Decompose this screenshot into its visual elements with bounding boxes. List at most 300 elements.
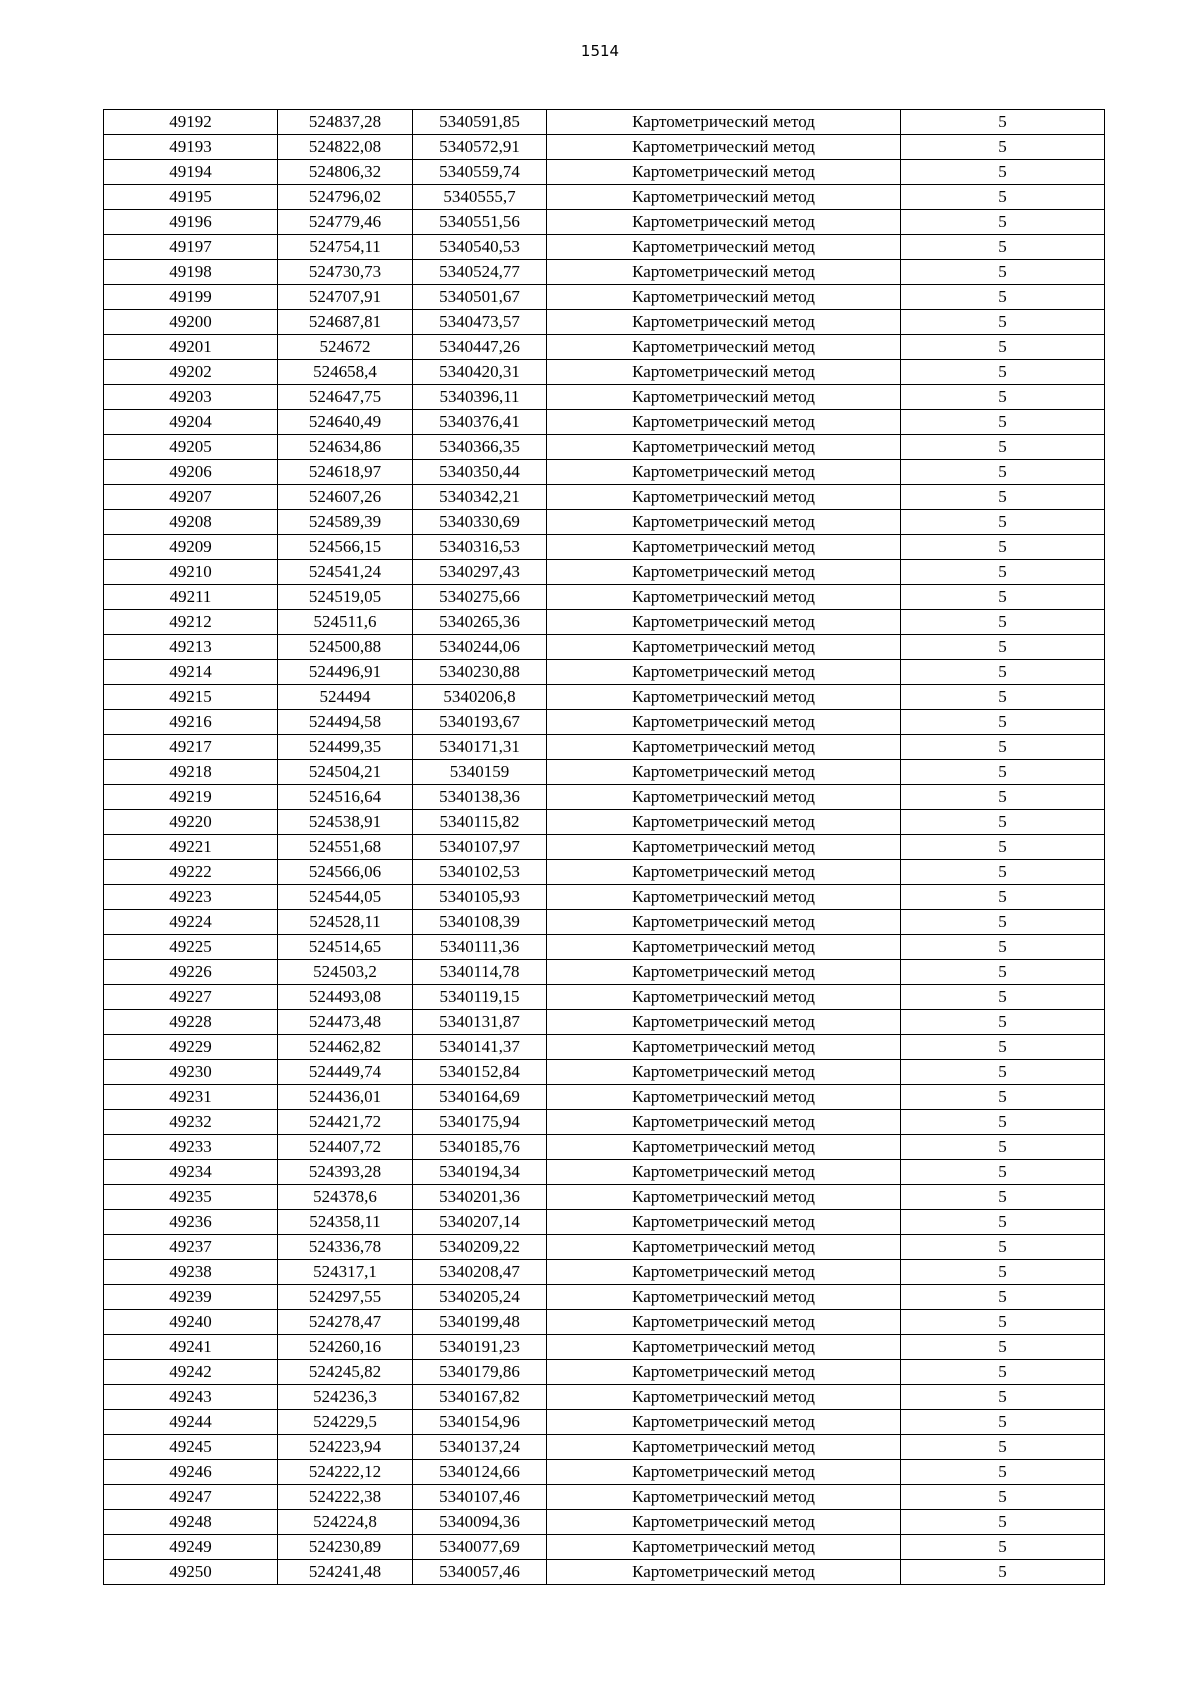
method-cell: Картометрический метод (547, 1110, 901, 1135)
y-coordinate-cell: 5340152,84 (413, 1060, 547, 1085)
point-number-cell: 49221 (104, 835, 278, 860)
point-number-cell: 49247 (104, 1485, 278, 1510)
table-row (104, 1235, 1105, 1260)
point-number-cell: 49242 (104, 1360, 278, 1385)
accuracy-cell: 5 (901, 235, 1105, 260)
accuracy-cell: 5 (901, 810, 1105, 835)
coordinates-table (103, 109, 1105, 1585)
y-coordinate-cell: 5340191,23 (413, 1335, 547, 1360)
table-row (104, 710, 1105, 735)
accuracy-cell: 5 (901, 1510, 1105, 1535)
table-row (104, 260, 1105, 285)
accuracy-cell: 5 (901, 910, 1105, 935)
point-number-cell: 49227 (104, 985, 278, 1010)
point-number-cell: 49211 (104, 585, 278, 610)
x-coordinate-cell: 524297,55 (278, 1285, 413, 1310)
y-coordinate-cell: 5340094,36 (413, 1510, 547, 1535)
accuracy-cell: 5 (901, 1335, 1105, 1360)
method-cell: Картометрический метод (547, 835, 901, 860)
point-number-cell: 49218 (104, 760, 278, 785)
point-number-cell: 49213 (104, 635, 278, 660)
table-body (104, 110, 1105, 1585)
accuracy-cell: 5 (901, 935, 1105, 960)
accuracy-cell: 5 (901, 585, 1105, 610)
y-coordinate-cell: 5340193,67 (413, 710, 547, 735)
accuracy-cell: 5 (901, 560, 1105, 585)
method-cell: Картометрический метод (547, 1285, 901, 1310)
method-cell: Картометрический метод (547, 1335, 901, 1360)
y-coordinate-cell: 5340114,78 (413, 960, 547, 985)
point-number-cell: 49219 (104, 785, 278, 810)
point-number-cell: 49197 (104, 235, 278, 260)
point-number-cell: 49194 (104, 160, 278, 185)
table-row (104, 460, 1105, 485)
accuracy-cell: 5 (901, 1035, 1105, 1060)
method-cell: Картометрический метод (547, 760, 901, 785)
y-coordinate-cell: 5340171,31 (413, 735, 547, 760)
y-coordinate-cell: 5340208,47 (413, 1260, 547, 1285)
table-row (104, 1485, 1105, 1510)
method-cell: Картометрический метод (547, 1085, 901, 1110)
accuracy-cell: 5 (901, 610, 1105, 635)
method-cell: Картометрический метод (547, 235, 901, 260)
point-number-cell: 49201 (104, 335, 278, 360)
point-number-cell: 49208 (104, 510, 278, 535)
x-coordinate-cell: 524538,91 (278, 810, 413, 835)
table-row (104, 1460, 1105, 1485)
method-cell: Картометрический метод (547, 735, 901, 760)
accuracy-cell: 5 (901, 1110, 1105, 1135)
point-number-cell: 49243 (104, 1385, 278, 1410)
point-number-cell: 49199 (104, 285, 278, 310)
point-number-cell: 49244 (104, 1410, 278, 1435)
x-coordinate-cell: 524647,75 (278, 385, 413, 410)
table-row (104, 660, 1105, 685)
x-coordinate-cell: 524822,08 (278, 135, 413, 160)
point-number-cell: 49228 (104, 1010, 278, 1035)
x-coordinate-cell: 524607,26 (278, 485, 413, 510)
x-coordinate-cell: 524566,15 (278, 535, 413, 560)
table-row (104, 785, 1105, 810)
table-row (104, 485, 1105, 510)
method-cell: Картометрический метод (547, 710, 901, 735)
table-row (104, 1160, 1105, 1185)
x-coordinate-cell: 524796,02 (278, 185, 413, 210)
x-coordinate-cell: 524224,8 (278, 1510, 413, 1535)
table-row (104, 760, 1105, 785)
y-coordinate-cell: 5340107,97 (413, 835, 547, 860)
point-number-cell: 49223 (104, 885, 278, 910)
point-number-cell: 49239 (104, 1285, 278, 1310)
y-coordinate-cell: 5340102,53 (413, 860, 547, 885)
accuracy-cell: 5 (901, 1260, 1105, 1285)
x-coordinate-cell: 524500,88 (278, 635, 413, 660)
y-coordinate-cell: 5340316,53 (413, 535, 547, 560)
table-row (104, 1210, 1105, 1235)
y-coordinate-cell: 5340275,66 (413, 585, 547, 610)
accuracy-cell: 5 (901, 710, 1105, 735)
method-cell: Картометрический метод (547, 935, 901, 960)
table-row (104, 1110, 1105, 1135)
method-cell: Картометрический метод (547, 1510, 901, 1535)
y-coordinate-cell: 5340105,93 (413, 885, 547, 910)
method-cell: Картометрический метод (547, 985, 901, 1010)
accuracy-cell: 5 (901, 1460, 1105, 1485)
y-coordinate-cell: 5340159 (413, 760, 547, 785)
table-row (104, 1060, 1105, 1085)
table-row (104, 610, 1105, 635)
y-coordinate-cell: 5340350,44 (413, 460, 547, 485)
table-row (104, 635, 1105, 660)
method-cell: Картометрический метод (547, 1485, 901, 1510)
accuracy-cell: 5 (901, 1535, 1105, 1560)
method-cell: Картометрический метод (547, 885, 901, 910)
point-number-cell: 49205 (104, 435, 278, 460)
method-cell: Картометрический метод (547, 260, 901, 285)
method-cell: Картометрический метод (547, 135, 901, 160)
method-cell: Картометрический метод (547, 1310, 901, 1335)
table-row (104, 410, 1105, 435)
point-number-cell: 49245 (104, 1435, 278, 1460)
point-number-cell: 49226 (104, 960, 278, 985)
method-cell: Картометрический метод (547, 310, 901, 335)
point-number-cell: 49230 (104, 1060, 278, 1085)
x-coordinate-cell: 524494 (278, 685, 413, 710)
accuracy-cell: 5 (901, 785, 1105, 810)
table-row (104, 335, 1105, 360)
point-number-cell: 49233 (104, 1135, 278, 1160)
x-coordinate-cell: 524278,47 (278, 1310, 413, 1335)
table-row (104, 585, 1105, 610)
x-coordinate-cell: 524672 (278, 335, 413, 360)
method-cell: Картометрический метод (547, 1535, 901, 1560)
table-row (104, 1135, 1105, 1160)
point-number-cell: 49196 (104, 210, 278, 235)
table-row (104, 735, 1105, 760)
x-coordinate-cell: 524449,74 (278, 1060, 413, 1085)
method-cell: Картометрический метод (547, 1035, 901, 1060)
table-row (104, 685, 1105, 710)
accuracy-cell: 5 (901, 360, 1105, 385)
x-coordinate-cell: 524222,38 (278, 1485, 413, 1510)
accuracy-cell: 5 (901, 185, 1105, 210)
y-coordinate-cell: 5340447,26 (413, 335, 547, 360)
y-coordinate-cell: 5340185,76 (413, 1135, 547, 1160)
y-coordinate-cell: 5340366,35 (413, 435, 547, 460)
point-number-cell: 49217 (104, 735, 278, 760)
y-coordinate-cell: 5340107,46 (413, 1485, 547, 1510)
point-number-cell: 49231 (104, 1085, 278, 1110)
table-row (104, 885, 1105, 910)
x-coordinate-cell: 524754,11 (278, 235, 413, 260)
accuracy-cell: 5 (901, 460, 1105, 485)
method-cell: Картометрический метод (547, 485, 901, 510)
x-coordinate-cell: 524229,5 (278, 1410, 413, 1435)
point-number-cell: 49216 (104, 710, 278, 735)
method-cell: Картометрический метод (547, 285, 901, 310)
point-number-cell: 49215 (104, 685, 278, 710)
method-cell: Картометрический метод (547, 1185, 901, 1210)
accuracy-cell: 5 (901, 1485, 1105, 1510)
method-cell: Картометрический метод (547, 910, 901, 935)
method-cell: Картометрический метод (547, 185, 901, 210)
point-number-cell: 49238 (104, 1260, 278, 1285)
method-cell: Картометрический метод (547, 1010, 901, 1035)
x-coordinate-cell: 524730,73 (278, 260, 413, 285)
table-row (104, 535, 1105, 560)
x-coordinate-cell: 524707,91 (278, 285, 413, 310)
point-number-cell: 49209 (104, 535, 278, 560)
table-row (104, 1085, 1105, 1110)
method-cell: Картометрический метод (547, 1385, 901, 1410)
accuracy-cell: 5 (901, 1235, 1105, 1260)
y-coordinate-cell: 5340297,43 (413, 560, 547, 585)
x-coordinate-cell: 524421,72 (278, 1110, 413, 1135)
y-coordinate-cell: 5340376,41 (413, 410, 547, 435)
table-row (104, 860, 1105, 885)
point-number-cell: 49203 (104, 385, 278, 410)
accuracy-cell: 5 (901, 885, 1105, 910)
table-row (104, 835, 1105, 860)
x-coordinate-cell: 524503,2 (278, 960, 413, 985)
method-cell: Картометрический метод (547, 110, 901, 135)
x-coordinate-cell: 524493,08 (278, 985, 413, 1010)
point-number-cell: 49198 (104, 260, 278, 285)
method-cell: Картометрический метод (547, 160, 901, 185)
accuracy-cell: 5 (901, 835, 1105, 860)
y-coordinate-cell: 5340057,46 (413, 1560, 547, 1585)
method-cell: Картометрический метод (547, 1060, 901, 1085)
y-coordinate-cell: 5340205,24 (413, 1285, 547, 1310)
x-coordinate-cell: 524514,65 (278, 935, 413, 960)
point-number-cell: 49235 (104, 1185, 278, 1210)
y-coordinate-cell: 5340551,56 (413, 210, 547, 235)
x-coordinate-cell: 524551,68 (278, 835, 413, 860)
method-cell: Картометрический метод (547, 210, 901, 235)
x-coordinate-cell: 524222,12 (278, 1460, 413, 1485)
accuracy-cell: 5 (901, 485, 1105, 510)
method-cell: Картометрический метод (547, 560, 901, 585)
table-row (104, 135, 1105, 160)
y-coordinate-cell: 5340473,57 (413, 310, 547, 335)
x-coordinate-cell: 524511,6 (278, 610, 413, 635)
accuracy-cell: 5 (901, 1010, 1105, 1035)
x-coordinate-cell: 524658,4 (278, 360, 413, 385)
y-coordinate-cell: 5340209,22 (413, 1235, 547, 1260)
accuracy-cell: 5 (901, 160, 1105, 185)
y-coordinate-cell: 5340201,36 (413, 1185, 547, 1210)
accuracy-cell: 5 (901, 960, 1105, 985)
y-coordinate-cell: 5340164,69 (413, 1085, 547, 1110)
point-number-cell: 49232 (104, 1110, 278, 1135)
y-coordinate-cell: 5340137,24 (413, 1435, 547, 1460)
accuracy-cell: 5 (901, 685, 1105, 710)
y-coordinate-cell: 5340420,31 (413, 360, 547, 385)
method-cell: Картометрический метод (547, 335, 901, 360)
x-coordinate-cell: 524241,48 (278, 1560, 413, 1585)
point-number-cell: 49229 (104, 1035, 278, 1060)
x-coordinate-cell: 524640,49 (278, 410, 413, 435)
method-cell: Картометрический метод (547, 635, 901, 660)
point-number-cell: 49202 (104, 360, 278, 385)
method-cell: Картометрический метод (547, 535, 901, 560)
y-coordinate-cell: 5340141,37 (413, 1035, 547, 1060)
table-row (104, 360, 1105, 385)
x-coordinate-cell: 524223,94 (278, 1435, 413, 1460)
y-coordinate-cell: 5340194,34 (413, 1160, 547, 1185)
accuracy-cell: 5 (901, 1210, 1105, 1235)
accuracy-cell: 5 (901, 735, 1105, 760)
table-row (104, 985, 1105, 1010)
x-coordinate-cell: 524473,48 (278, 1010, 413, 1035)
method-cell: Картометрический метод (547, 460, 901, 485)
table-row (104, 510, 1105, 535)
y-coordinate-cell: 5340131,87 (413, 1010, 547, 1035)
x-coordinate-cell: 524496,91 (278, 660, 413, 685)
method-cell: Картометрический метод (547, 1410, 901, 1435)
y-coordinate-cell: 5340591,85 (413, 110, 547, 135)
method-cell: Картометрический метод (547, 1560, 901, 1585)
y-coordinate-cell: 5340111,36 (413, 935, 547, 960)
accuracy-cell: 5 (901, 210, 1105, 235)
method-cell: Картометрический метод (547, 1460, 901, 1485)
point-number-cell: 49234 (104, 1160, 278, 1185)
x-coordinate-cell: 524393,28 (278, 1160, 413, 1185)
y-coordinate-cell: 5340501,67 (413, 285, 547, 310)
x-coordinate-cell: 524837,28 (278, 110, 413, 135)
y-coordinate-cell: 5340167,82 (413, 1385, 547, 1410)
accuracy-cell: 5 (901, 1360, 1105, 1385)
x-coordinate-cell: 524407,72 (278, 1135, 413, 1160)
accuracy-cell: 5 (901, 535, 1105, 560)
accuracy-cell: 5 (901, 335, 1105, 360)
method-cell: Картометрический метод (547, 960, 901, 985)
accuracy-cell: 5 (901, 1435, 1105, 1460)
method-cell: Картометрический метод (547, 785, 901, 810)
table-row (104, 1310, 1105, 1335)
point-number-cell: 49224 (104, 910, 278, 935)
x-coordinate-cell: 524541,24 (278, 560, 413, 585)
table-row (104, 1035, 1105, 1060)
accuracy-cell: 5 (901, 110, 1105, 135)
accuracy-cell: 5 (901, 1410, 1105, 1435)
x-coordinate-cell: 524528,11 (278, 910, 413, 935)
method-cell: Картометрический метод (547, 660, 901, 685)
table-row (104, 435, 1105, 460)
y-coordinate-cell: 5340199,48 (413, 1310, 547, 1335)
table-row (104, 1335, 1105, 1360)
table-row (104, 1385, 1105, 1410)
table-row (104, 235, 1105, 260)
y-coordinate-cell: 5340138,36 (413, 785, 547, 810)
accuracy-cell: 5 (901, 635, 1105, 660)
table-row (104, 1560, 1105, 1585)
y-coordinate-cell: 5340572,91 (413, 135, 547, 160)
point-number-cell: 49246 (104, 1460, 278, 1485)
table-row (104, 1010, 1105, 1035)
x-coordinate-cell: 524358,11 (278, 1210, 413, 1235)
x-coordinate-cell: 524499,35 (278, 735, 413, 760)
accuracy-cell: 5 (901, 1310, 1105, 1335)
x-coordinate-cell: 524779,46 (278, 210, 413, 235)
point-number-cell: 49207 (104, 485, 278, 510)
point-number-cell: 49214 (104, 660, 278, 685)
point-number-cell: 49222 (104, 860, 278, 885)
accuracy-cell: 5 (901, 860, 1105, 885)
table-row (104, 210, 1105, 235)
y-coordinate-cell: 5340330,69 (413, 510, 547, 535)
point-number-cell: 49193 (104, 135, 278, 160)
point-number-cell: 49248 (104, 1510, 278, 1535)
accuracy-cell: 5 (901, 310, 1105, 335)
point-number-cell: 49241 (104, 1335, 278, 1360)
method-cell: Картометрический метод (547, 1360, 901, 1385)
method-cell: Картометрический метод (547, 410, 901, 435)
y-coordinate-cell: 5340154,96 (413, 1410, 547, 1435)
point-number-cell: 49250 (104, 1560, 278, 1585)
point-number-cell: 49212 (104, 610, 278, 635)
table-row (104, 1285, 1105, 1310)
y-coordinate-cell: 5340230,88 (413, 660, 547, 685)
method-cell: Картометрический метод (547, 585, 901, 610)
x-coordinate-cell: 524317,1 (278, 1260, 413, 1285)
y-coordinate-cell: 5340396,11 (413, 385, 547, 410)
x-coordinate-cell: 524519,05 (278, 585, 413, 610)
x-coordinate-cell: 524236,3 (278, 1385, 413, 1410)
method-cell: Картометрический метод (547, 1260, 901, 1285)
method-cell: Картометрический метод (547, 860, 901, 885)
y-coordinate-cell: 5340244,06 (413, 635, 547, 660)
point-number-cell: 49225 (104, 935, 278, 960)
y-coordinate-cell: 5340108,39 (413, 910, 547, 935)
table-row (104, 910, 1105, 935)
table-row (104, 1510, 1105, 1535)
table-row (104, 810, 1105, 835)
accuracy-cell: 5 (901, 1285, 1105, 1310)
point-number-cell: 49192 (104, 110, 278, 135)
accuracy-cell: 5 (901, 435, 1105, 460)
x-coordinate-cell: 524336,78 (278, 1235, 413, 1260)
x-coordinate-cell: 524806,32 (278, 160, 413, 185)
point-number-cell: 49236 (104, 1210, 278, 1235)
y-coordinate-cell: 5340207,14 (413, 1210, 547, 1235)
method-cell: Картометрический метод (547, 385, 901, 410)
x-coordinate-cell: 524260,16 (278, 1335, 413, 1360)
x-coordinate-cell: 524687,81 (278, 310, 413, 335)
x-coordinate-cell: 524230,89 (278, 1535, 413, 1560)
accuracy-cell: 5 (901, 985, 1105, 1010)
page-number: 1514 (580, 42, 620, 60)
accuracy-cell: 5 (901, 1185, 1105, 1210)
method-cell: Картометрический метод (547, 810, 901, 835)
table-row (104, 160, 1105, 185)
accuracy-cell: 5 (901, 1160, 1105, 1185)
y-coordinate-cell: 5340124,66 (413, 1460, 547, 1485)
x-coordinate-cell: 524378,6 (278, 1185, 413, 1210)
method-cell: Картометрический метод (547, 1135, 901, 1160)
accuracy-cell: 5 (901, 385, 1105, 410)
point-number-cell: 49195 (104, 185, 278, 210)
method-cell: Картометрический метод (547, 510, 901, 535)
method-cell: Картометрический метод (547, 435, 901, 460)
table-row (104, 310, 1105, 335)
table-row (104, 560, 1105, 585)
x-coordinate-cell: 524462,82 (278, 1035, 413, 1060)
accuracy-cell: 5 (901, 510, 1105, 535)
method-cell: Картометрический метод (547, 360, 901, 385)
accuracy-cell: 5 (901, 1135, 1105, 1160)
x-coordinate-cell: 524504,21 (278, 760, 413, 785)
